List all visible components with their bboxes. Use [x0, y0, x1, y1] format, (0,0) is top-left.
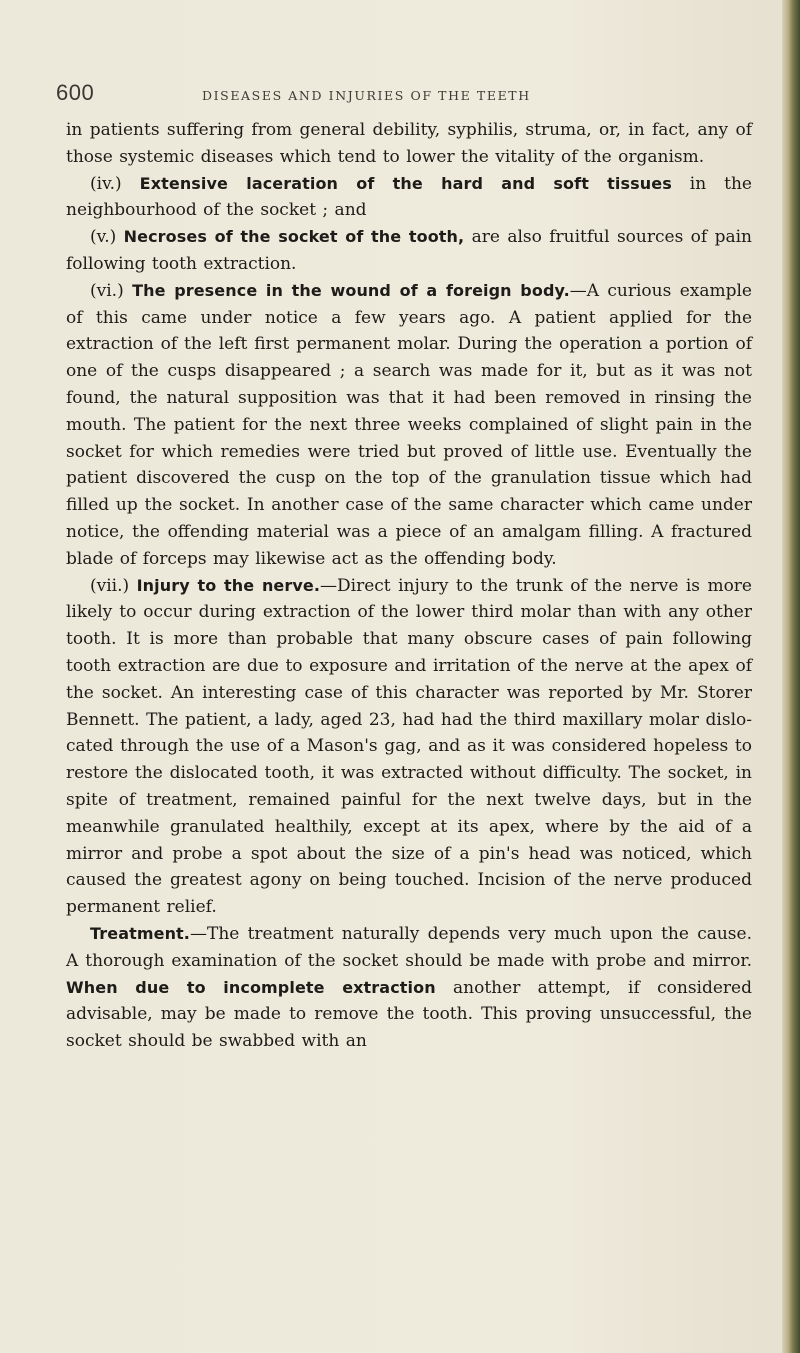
paragraph-heading: Necroses of the socket of the tooth, — [123, 227, 465, 247]
page-header — [56, 80, 756, 106]
paragraph-text: are also fruitful sources of pain following tooth extraction. — [66, 227, 752, 274]
paragraph-number: (v.) — [90, 227, 117, 248]
paragraph-heading: Extensive laceration of the hard and soft tissues — [139, 173, 672, 193]
paragraph-nerve-injury — [66, 573, 752, 921]
paragraph-continuation — [66, 117, 752, 171]
paragraph-subheading: When due to incomplete extraction — [66, 977, 436, 997]
paragraph-necroses — [66, 224, 752, 278]
paragraph-foreign-body — [66, 278, 752, 573]
paragraph-heading: Injury to the nerve. — [136, 575, 321, 595]
paragraph-treatment — [66, 921, 752, 1055]
running-title: DISEASES AND INJURIES OF THE TEETH — [202, 88, 531, 103]
page-number: 600 — [56, 80, 95, 105]
paragraph-text: —Direct injury to the trunk of the nerve is more likely to occur during extraction of the lower third molar than with any other tooth. It is more than probable that many obscure cases of pain following tooth extraction are due to exposure and irritation of the nerve at the apex of the socket. An interesting case of this character was reported by Mr. Storer Bennett. The patient, a lady, aged 23, had had the third maxillary molar dislo-cated through the use of a Mason's gag, and as it was considered hopeless to restore the dislocated tooth, it was extracted without difficulty. The socket, in spite of treatment, remained painful for the next twelve days, but in the meanwhile granulated healthily, except at its apex, where by the aid of a mirror and probe a spot about the size of a pin's head was noticed, which caused the greatest agony on being touched. Incision of the nerve produced permanent relief. — [66, 575, 752, 918]
paragraph-number: (iv.) — [90, 173, 122, 194]
paragraph-text: —A curious example of this came under notice a few years ago. A patient applied for the extraction of the left first permanent molar. During the operation a portion of one of the cusps disappeared ; a search was made for it, but as it was not found, the natural supposition was that it had been removed in rinsing the mouth. The patient for the next three weeks complained of slight pain in the socket for which remedies were tried but proved of little use. Eventually the patient discovered the cusp on the top of the granulation tissue which had filled up the socket. In another case of the same character which came under notice, the offending material was a piece of an amalgam filling. A fractured blade of forceps may likewise act as the offending body. — [66, 280, 752, 569]
paragraph-text: —The treatment naturally depends very much upon the cause. A thorough examination of the socket should be made with probe and mirror. — [66, 923, 752, 971]
paragraph-heading: Treatment. — [90, 923, 190, 943]
paragraph-text: in the neighbourhood of the socket ; and — [66, 173, 752, 221]
paragraph-text: in patients suffering from general debility, syphilis, struma, or, in fact, any of those systemic diseases which tend to lower the vitality of the organism. — [66, 120, 752, 167]
body-text — [66, 117, 752, 1055]
paragraph-number: (vi.) — [90, 280, 124, 301]
paragraph-number: (vii.) — [90, 575, 130, 596]
paragraph-text-continued: another attempt, if considered advisable, may be made to remove the tooth. This proving unsuccessful, the socket should be swabbed with an — [66, 977, 752, 1052]
paragraph-laceration — [66, 171, 752, 225]
page-edge-shadow — [782, 0, 800, 1353]
paragraph-heading: The presence in the wound of a foreign body. — [132, 280, 570, 300]
